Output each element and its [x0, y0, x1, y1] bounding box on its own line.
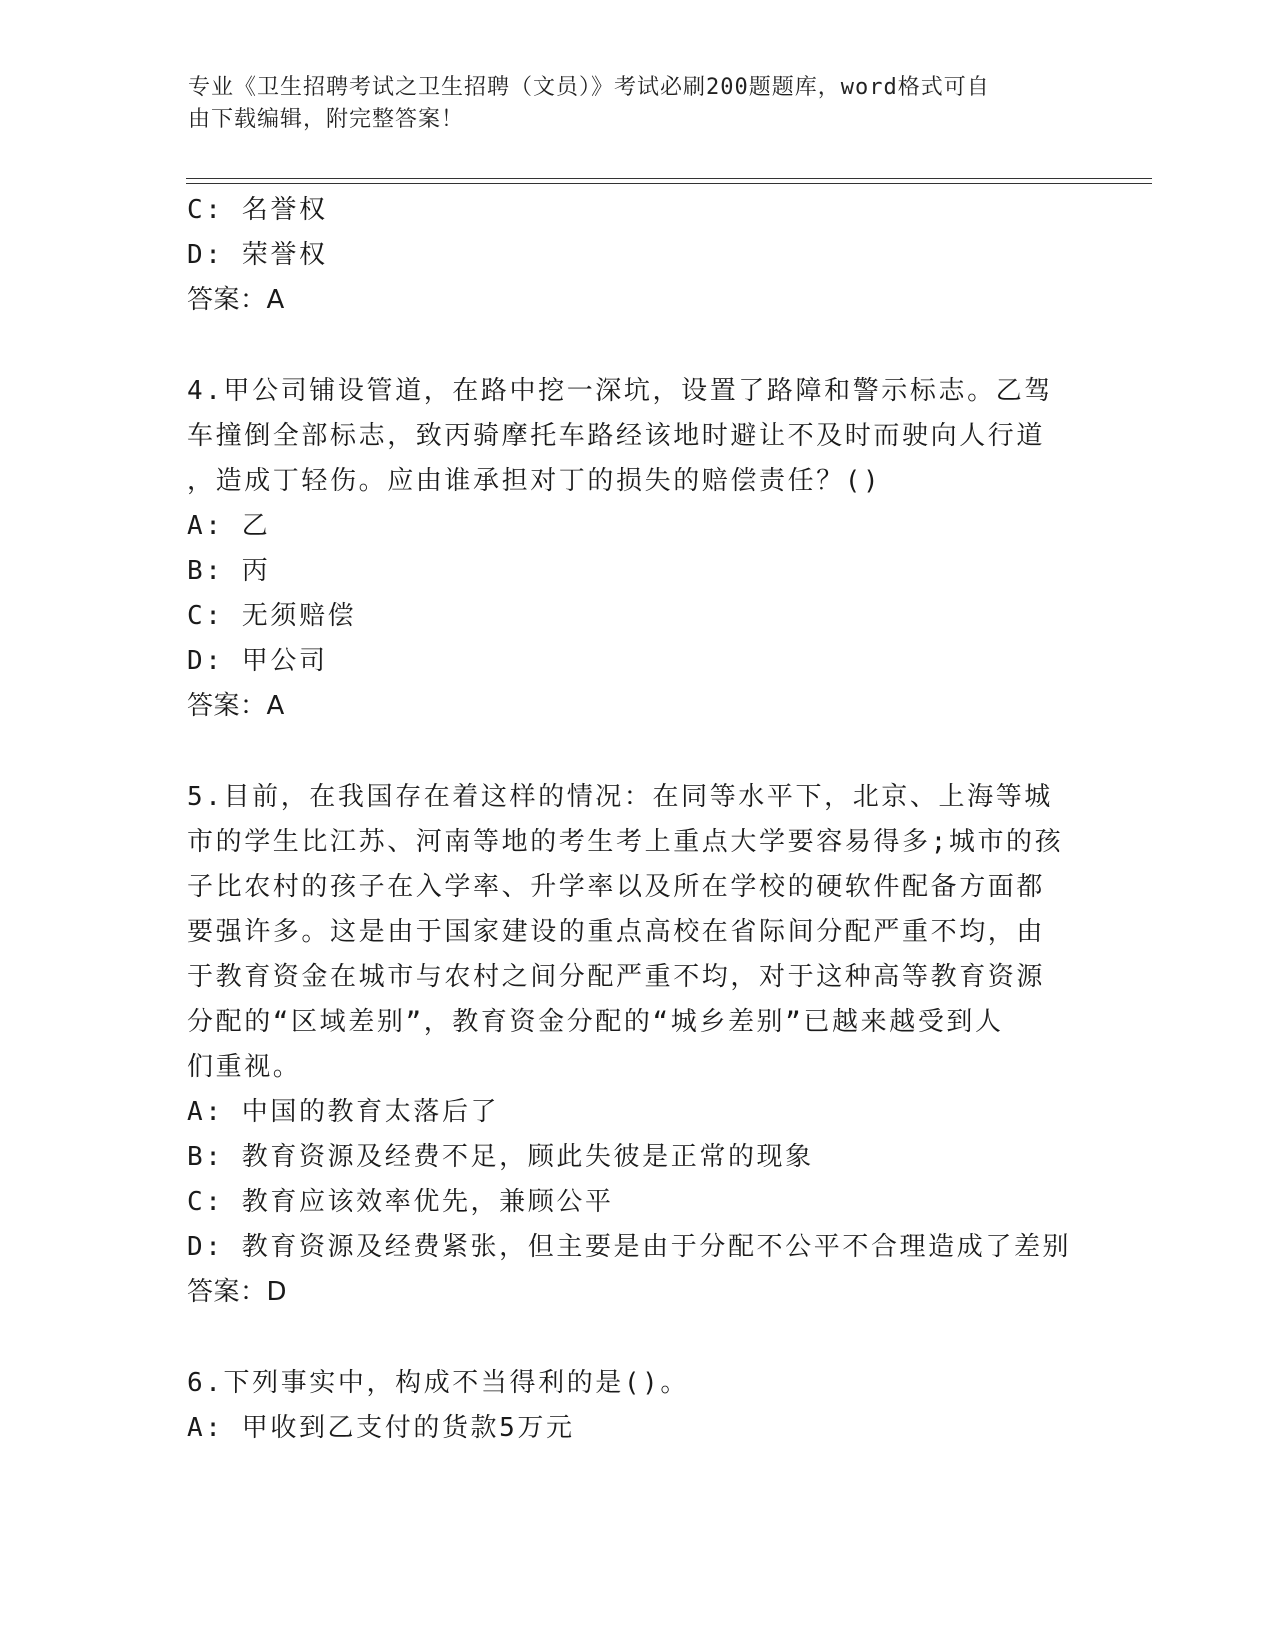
header-rule-top [186, 178, 1152, 179]
q5-stem-line: 市的学生比江苏、河南等地的考生考上重点大学要容易得多;城市的孩 [187, 827, 1064, 857]
q4-stem-line: ，造成丁轻伤。应由谁承担对丁的损失的赔偿责任？() [187, 466, 882, 496]
q5-option-c: C: 教育应该效率优先，兼顾公平 [187, 1187, 614, 1217]
question-6 [187, 1361, 1087, 1451]
q5-answer: 答案：D [187, 1277, 288, 1307]
q4-option-d: D: 甲公司 [187, 646, 328, 676]
q5-stem-line: 5.目前，在我国存在着这样的情况：在同等水平下，北京、上海等城 [187, 782, 1053, 812]
q4-stem-line: 车撞倒全部标志，致丙骑摩托车路经该地时避让不及时而驶向人行道 [187, 421, 1046, 451]
q5-stem-line: 于教育资金在城市与农村之间分配严重不均，对于这种高等教育资源 [187, 962, 1046, 992]
question-content [187, 188, 1087, 1451]
question-5 [187, 775, 1087, 1315]
question-spacer [187, 1315, 1087, 1361]
q4-option-b: B: 丙 [187, 556, 271, 586]
header-line-2: 由下载编辑，附完整答案！ [188, 107, 465, 132]
q5-option-d: D: 教育资源及经费紧张，但主要是由于分配不公平不合理造成了差别 [187, 1232, 1072, 1262]
q5-stem-line: 们重视。 [187, 1052, 302, 1082]
q4-stem-line: 4.甲公司铺设管道，在路中挖一深坑，设置了路障和警示标志。乙驾 [187, 376, 1053, 406]
q3-answer: 答案：A [187, 285, 285, 315]
q4-option-a: A: 乙 [187, 511, 271, 541]
header-line-1: 专业《卫生招聘考试之卫生招聘（文员）》考试必刷200题题库，word格式可自 [188, 75, 990, 100]
question-spacer [187, 323, 1087, 369]
question-4 [187, 369, 1087, 729]
question-3 [187, 188, 1087, 323]
q5-stem-line: 子比农村的孩子在入学率、升学率以及所在学校的硬软件配备方面都 [187, 872, 1046, 902]
document-header [188, 72, 1068, 136]
question-spacer [187, 729, 1087, 775]
q6-option-a: A: 甲收到乙支付的货款5万元 [187, 1413, 575, 1443]
q5-option-a: A: 中国的教育太落后了 [187, 1097, 500, 1127]
q5-option-b: B: 教育资源及经费不足，顾此失彼是正常的现象 [187, 1142, 814, 1172]
header-rule-bottom [186, 183, 1152, 184]
q6-stem: 6.下列事实中，构成不当得利的是()。 [187, 1368, 690, 1398]
q4-option-c: C: 无须赔偿 [187, 601, 357, 631]
q3-option-c: C: 名誉权 [187, 195, 328, 225]
q3-option-d: D: 荣誉权 [187, 240, 328, 270]
q4-answer: 答案：A [187, 691, 285, 721]
q5-stem-line: 要强许多。这是由于国家建设的重点高校在省际间分配严重不均，由 [187, 917, 1046, 947]
q5-stem-line: 分配的“区域差别”，教育资金分配的“城乡差别”已越来越受到人 [187, 1007, 1004, 1037]
